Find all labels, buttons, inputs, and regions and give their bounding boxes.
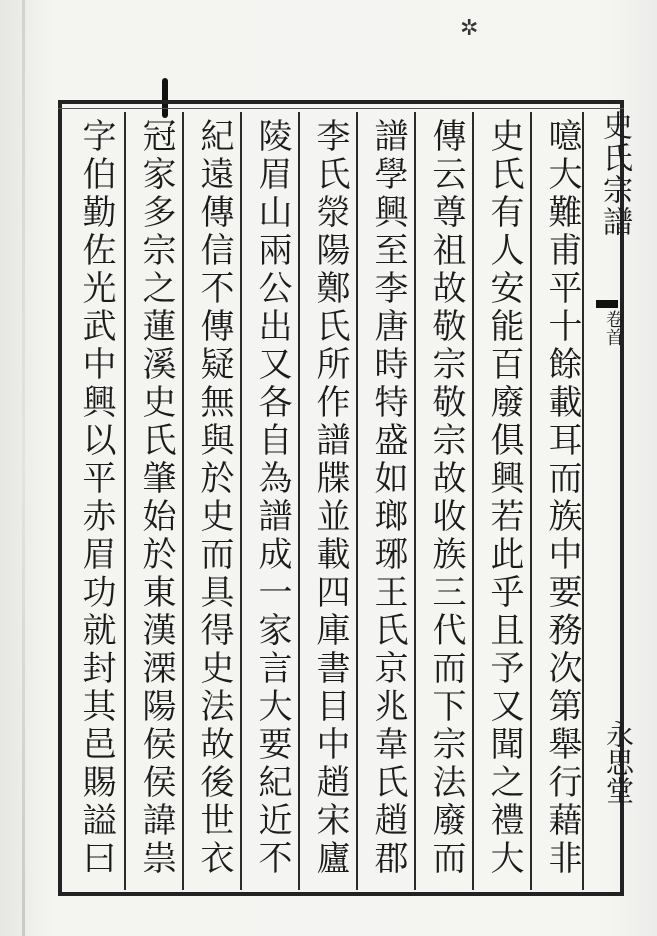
- text-column-2: 史氏有人安能百廢俱興若此乎且予又聞之禮大: [484, 118, 524, 878]
- column-divider: [530, 112, 532, 890]
- ink-blot-mark: ✲: [460, 16, 479, 41]
- fishtail-mark: [596, 300, 618, 308]
- column-divider: [356, 112, 358, 890]
- column-divider: [414, 112, 416, 890]
- page-edge-smudge: [22, 0, 25, 936]
- text-column-9: 字伯勤佐光武中興以平赤眉功就封其邑賜謚曰: [76, 118, 116, 878]
- column-divider: [124, 112, 126, 890]
- text-column-6: 陵眉山兩公出又各自為譜成一家言大要紀近不: [252, 118, 292, 878]
- column-divider: [240, 112, 242, 890]
- column-divider: [298, 112, 300, 890]
- book-title: 史氏宗譜: [597, 110, 632, 238]
- text-column-3: 傳云尊祖故敬宗敬宗故收族三代而下宗法廢而: [426, 118, 466, 878]
- text-column-8: 冠家多宗之蓮溪史氏肇始於東漢溧陽侯侯諱祟: [136, 118, 176, 878]
- text-column-7: 紀遠傳信不傳疑無與於史而具得史法故後世衣: [194, 118, 234, 878]
- volume-label: 卷首: [603, 310, 624, 346]
- column-divider: [472, 112, 474, 890]
- text-column-4: 譜學興至李唐時特盛如瑯琊王氏京兆韋氏趙郡: [368, 118, 408, 878]
- column-divider: [182, 112, 184, 890]
- hall-name: 永思堂: [602, 720, 635, 804]
- frame-top-rule: [58, 100, 624, 109]
- text-column-5: 李氏滎陽鄭氏所作譜牒並載四庫書目中趙宋廬: [310, 118, 350, 878]
- text-column-1: 噫大難甫平十餘載耳而族中要務次第舉行藉非: [542, 118, 582, 878]
